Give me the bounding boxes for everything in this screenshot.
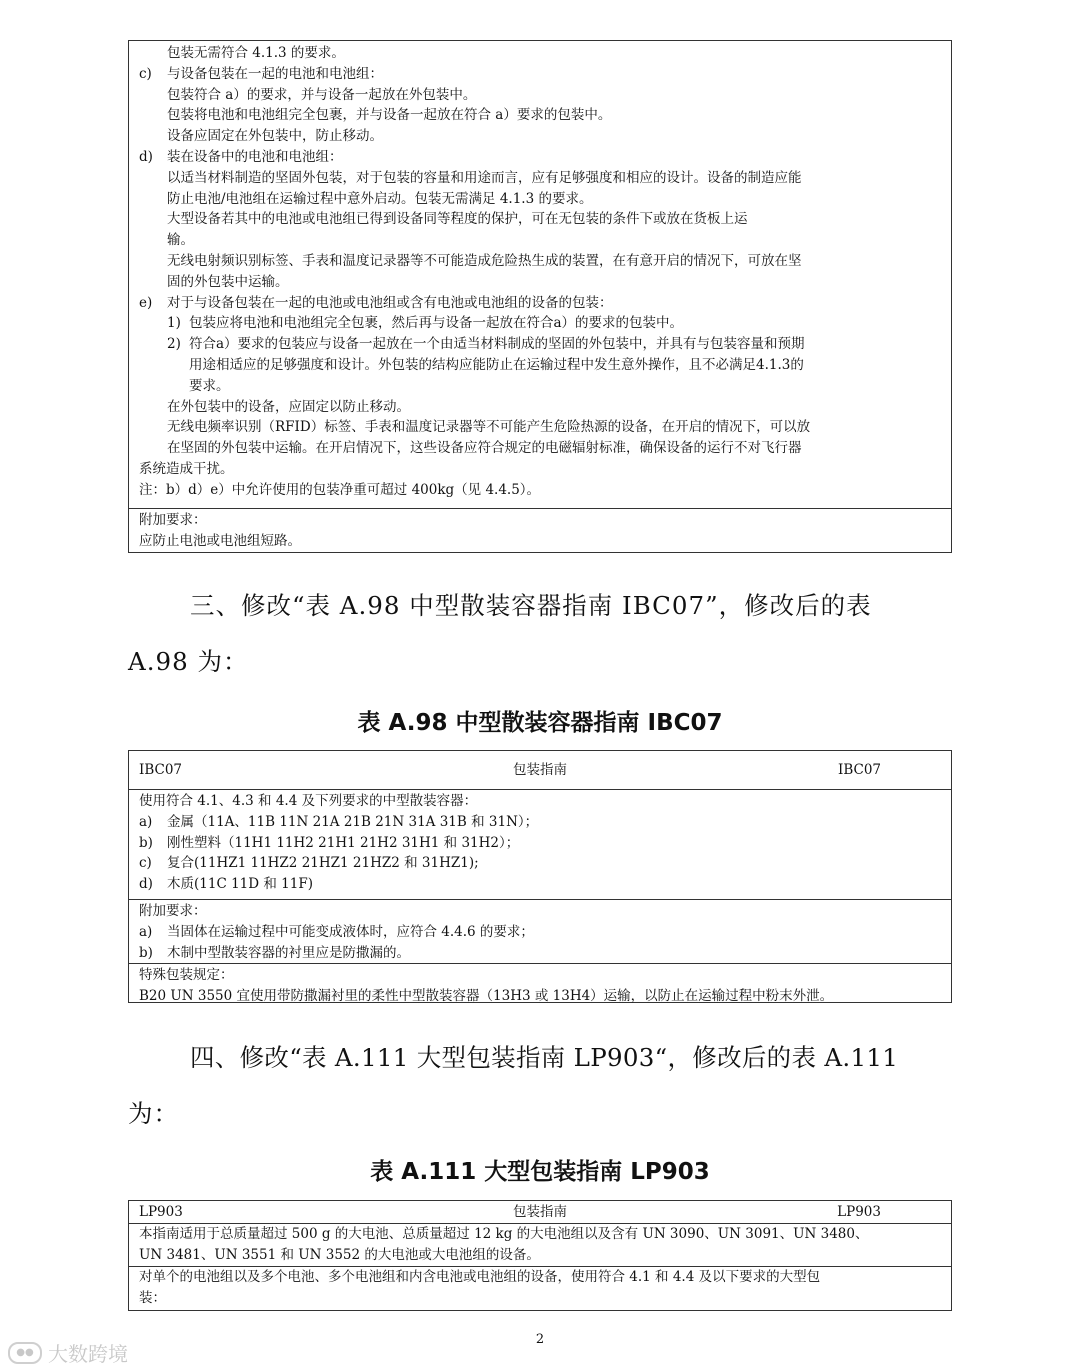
- text-line: 在外包装中的设备，应固定以防止移动。: [167, 398, 410, 415]
- item-label: e): [139, 294, 153, 311]
- section-3-paragraph: [128, 578, 953, 690]
- text-line: 输。: [167, 232, 194, 249]
- paragraph-line: 四、修改“表 A.111 大型包装指南 LP903“，修改后的表 A.111: [190, 1043, 899, 1072]
- text-line: 用途相适应的足够强度和设计。外包装的结构应能防止在运输过程中发生意外操作，且不必满足4.1.3的: [189, 356, 804, 373]
- table-header: [129, 751, 951, 789]
- text-line: 包装符合 a）的要求，并与设备一起放在外包装中。: [167, 86, 477, 103]
- item-label: a): [139, 923, 153, 940]
- item-text: 木制中型散装容器的衬里应是防撒漏的。: [167, 944, 410, 961]
- item-text: 当固体在运输过程中可能变成液体时，应符合 4.4.6 的要求；: [167, 923, 534, 940]
- text-line: 符合a）要求的包装应与设备一起放在一个由适当材料制成的坚固的外包装中，并具有与包装容量和预期: [189, 336, 805, 353]
- item-label: d): [139, 876, 153, 893]
- item-text: 刚性塑料（11H1 11H2 21H1 21H2 31H1 和 31H2）；: [167, 834, 520, 851]
- scope-row: [129, 1223, 951, 1266]
- watermark-text: 大数跨境: [48, 1342, 128, 1366]
- text-line: 在坚固的外包装中运输。在开启情况下，这些设备应符合规定的电磁辐射标准，确保设备的运行不对飞行器: [167, 440, 802, 457]
- text-line: 固的外包装中运输。: [167, 273, 289, 290]
- additional-requirements: [129, 508, 951, 555]
- special-provisions: [129, 963, 951, 1007]
- header-code-right: LP903: [837, 1204, 881, 1220]
- table-a111: [128, 1200, 952, 1311]
- text-line: 包装将电池和电池组完全包裹，并与设备一起放在符合 a）要求的包装中。: [167, 107, 612, 124]
- table-header: [129, 1201, 951, 1223]
- table-a98-title: 表 A.98 中型散装容器指南 IBC07: [357, 710, 723, 736]
- item-label: b): [139, 834, 153, 851]
- packing-instruction-table-continued: [128, 40, 952, 553]
- text-line: 以适当材料制造的坚固外包装，对于包装的容量和用途而言，应有足够强度和相应的设计。设备的制造应能: [167, 169, 802, 186]
- text-line: 与设备包装在一起的电池和电池组：: [167, 65, 383, 82]
- text-line: 装：: [139, 1289, 166, 1306]
- item-label: d): [139, 148, 153, 165]
- paragraph-line: 为：: [128, 1099, 179, 1128]
- text-line: 大型设备若其中的电池或电池组已得到设备同等程度的保护，可在无包装的条件下或放在货板上运: [167, 211, 748, 228]
- header-code-left: LP903: [139, 1204, 183, 1220]
- additional-requirements: [129, 899, 951, 963]
- item-label: c): [139, 65, 152, 82]
- text-line: 设备应固定在外包装中，防止移动。: [167, 128, 383, 145]
- text-line: 无线电频率识别（RFID）标签、手表和温度记录器等不可能产生危险热源的设备，在开启的情况下，可以放: [167, 419, 811, 436]
- text-line: 包装无需符合 4.1.3 的要求。: [167, 45, 345, 61]
- text-line: 无线电射频识别标签、手表和温度记录器等不可能造成危险热生成的装置，在有意开启的情况下，可放在坚: [167, 252, 802, 269]
- header-code-right: IBC07: [837, 762, 881, 778]
- table-a111-title: 表 A.111 大型包装指南 LP903: [370, 1159, 710, 1185]
- item-label: b): [139, 944, 153, 961]
- special-text: B20 UN 3550 宜使用带防撒漏衬里的柔性中型散装容器（13H3 或 13H4）运输，以防止在运输过程中粉末外泄。: [139, 987, 834, 1004]
- watermark: [8, 1338, 128, 1367]
- additional-title: 附加要求：: [139, 512, 207, 528]
- header-code-left: IBC07: [139, 762, 183, 778]
- item-text: 复合(11HZ1 11HZ2 21HZ1 21HZ2 和 31HZ1);: [167, 855, 479, 872]
- note-line: 注：b）d）e）中允许使用的包装净重可超过 400kg（见 4.4.5）。: [139, 481, 541, 498]
- text-line: 本指南适用于总质量超过 500 g 的大电池、总质量超过 12 kg 的大电池组以及含有 UN 3090、UN 3091、UN 3480、: [139, 1226, 869, 1242]
- page-number: 2: [535, 1332, 545, 1347]
- header-title: 包装指南: [513, 762, 567, 778]
- special-title: 特殊包装规定：: [139, 967, 234, 983]
- paragraph-line: 三、修改“表 A.98 中型散装容器指南 IBC07”，修改后的表: [190, 591, 872, 620]
- requirements-row: [129, 1266, 951, 1309]
- text-line: 防止电池/电池组在运输过程中意外启动。包装无需满足 4.1.3 的要求。: [167, 190, 593, 207]
- table-body: [129, 41, 951, 508]
- sub-item-label: 2): [167, 336, 181, 353]
- text-line: UN 3481、UN 3551 和 UN 3552 的大电池或大电池组的设备。: [139, 1246, 540, 1263]
- text-line: 对于与设备包装在一起的电池或电池组或含有电池或电池组的设备的包装：: [167, 294, 613, 311]
- item-text: 木质(11C 11D 和 11F): [167, 876, 313, 893]
- text-line: 系统造成干扰。: [139, 460, 234, 477]
- item-label: c): [139, 855, 152, 872]
- watermark-logo-icon: ●●: [8, 1342, 42, 1364]
- section-4-paragraph: [128, 1030, 953, 1142]
- item-text: 金属（11A、11B 11N 21A 21B 21N 31A 31B 和 31N）；: [167, 813, 539, 830]
- header-title: 包装指南: [513, 1204, 567, 1220]
- paragraph-line: A.98 为：: [128, 647, 249, 676]
- text-line: 包装应将电池和电池组完全包裹，然后再与设备一起放在符合a）的要求的包装中。: [189, 315, 684, 332]
- additional-text: 应防止电池或电池组短路。: [139, 532, 301, 549]
- sub-item-label: 1): [167, 315, 181, 332]
- text-line: 对单个的电池组以及多个电池、多个电池组和内含电池或电池组的设备，使用符合 4.1 和 4.4 及以下要求的大型包: [139, 1269, 821, 1285]
- text-line: 装在设备中的电池和电池组：: [167, 148, 343, 165]
- item-label: a): [139, 813, 153, 830]
- additional-title: 附加要求：: [139, 903, 207, 919]
- text-line: 要求。: [189, 377, 230, 394]
- table-a98: [128, 750, 952, 1003]
- intro-text: 使用符合 4.1、4.3 和 4.4 及下列要求的中型散装容器：: [139, 793, 478, 809]
- container-list: [129, 789, 951, 899]
